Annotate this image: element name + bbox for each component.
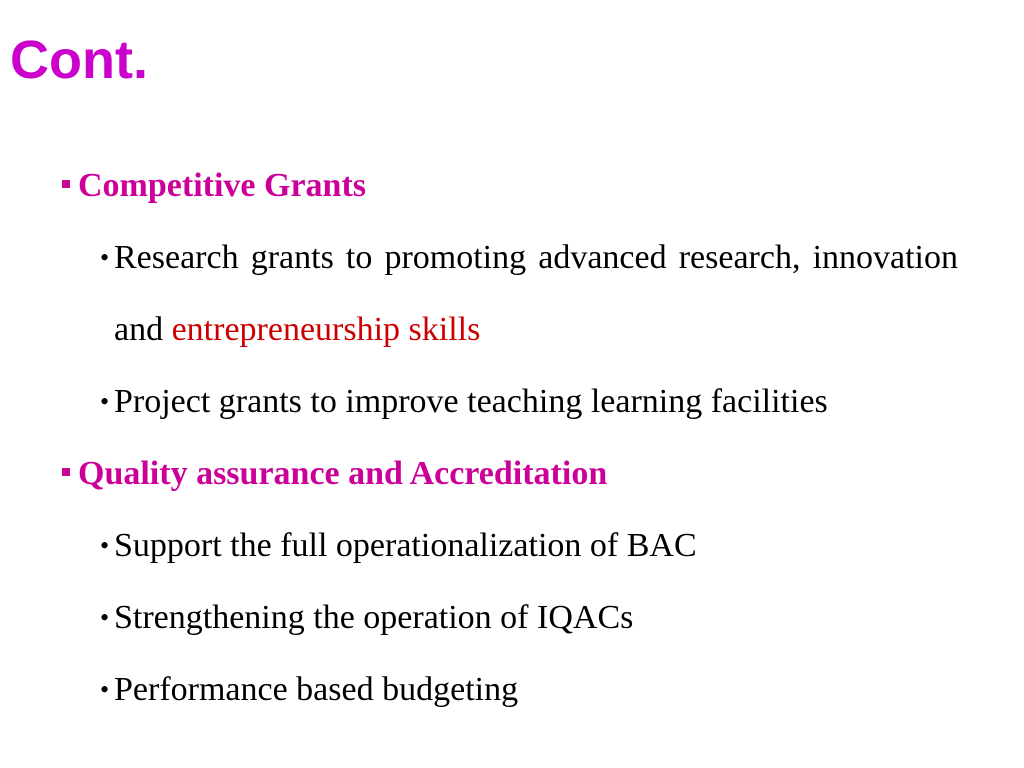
section-heading-competitive-grants	[58, 150, 958, 222]
list-item-support-bac	[100, 510, 958, 582]
round-bullet-icon: •	[100, 387, 110, 416]
round-bullet-icon: •	[100, 531, 110, 560]
list-item-performance-budgeting	[100, 654, 958, 726]
list-item-text: Support the full operationalization of BAC	[114, 527, 697, 564]
list-item-text: Strengthening the operation of IQACs	[114, 599, 634, 636]
list-item-text: Project grants to improve teaching learning facilities	[114, 383, 828, 420]
round-bullet-icon: •	[100, 243, 110, 272]
slide-title: Cont.	[10, 30, 148, 90]
square-bullet-icon	[62, 180, 70, 188]
round-bullet-icon: •	[100, 675, 110, 704]
section-heading-text: Competitive Grants	[78, 167, 367, 204]
slide-content	[58, 150, 958, 726]
list-item-text: Performance based budgeting	[114, 671, 519, 708]
list-item-research-grants	[100, 222, 958, 366]
section-heading-quality-assurance	[58, 438, 958, 510]
square-bullet-icon	[62, 468, 70, 476]
list-item-text: Research grants to promoting advanced research, innovation and	[114, 239, 958, 348]
section-heading-text: Quality assurance and Accreditation	[78, 455, 608, 492]
highlight-text: entrepreneurship skills	[171, 311, 481, 348]
round-bullet-icon: •	[100, 603, 110, 632]
list-item-project-grants	[100, 366, 958, 438]
list-item-strengthening-iqacs	[100, 582, 958, 654]
